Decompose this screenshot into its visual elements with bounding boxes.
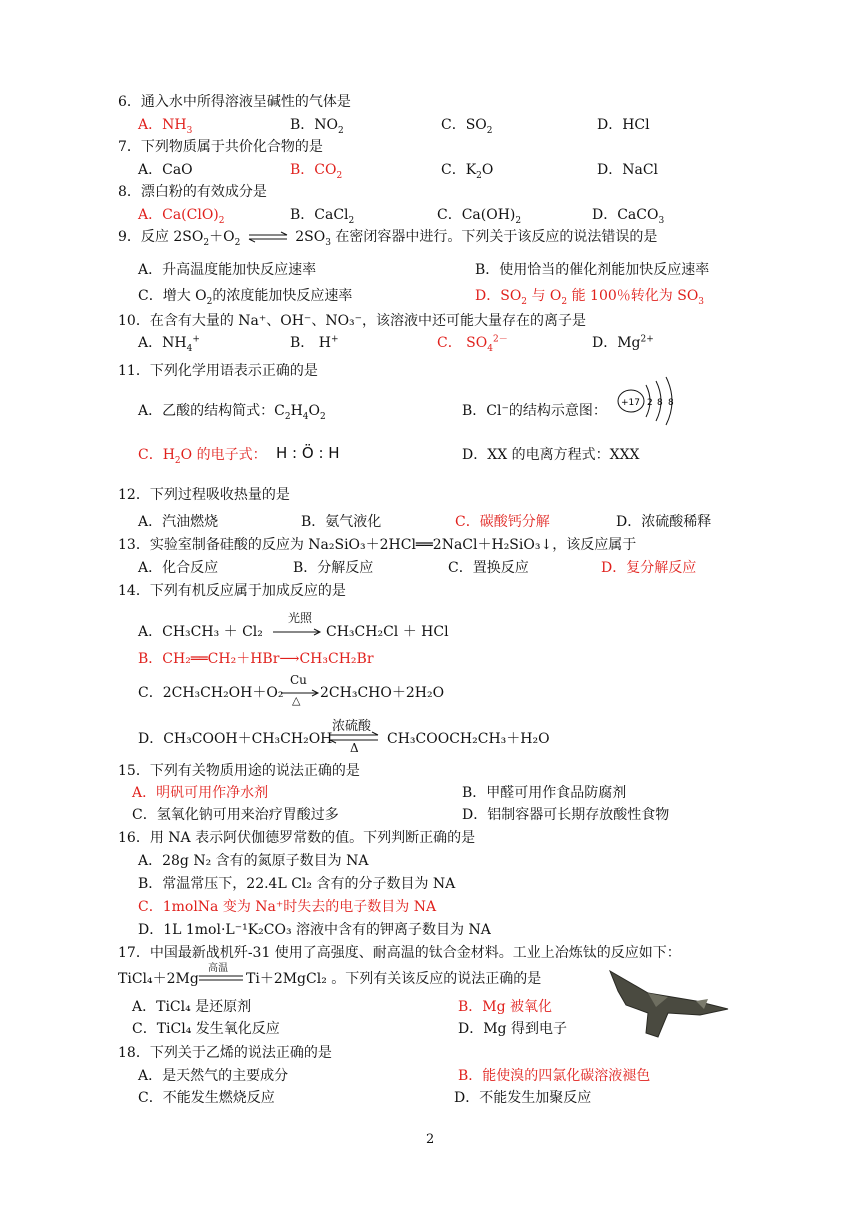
q15-option-d: D．铝制容器可长期存放酸性食物 bbox=[462, 807, 670, 823]
q13-option-b: B．分解反应 bbox=[293, 560, 374, 576]
q7-option-b: B．$CO_2$ bbox=[290, 162, 343, 181]
q14-a-condition: 光照 bbox=[288, 611, 313, 625]
q12-option-a: A．汽油燃烧 bbox=[138, 514, 219, 530]
reversible-arrow-icon bbox=[245, 230, 291, 244]
q10-option-a: A．$NH_4^+$ bbox=[138, 334, 200, 354]
q14-d-condition-bottom: Δ bbox=[350, 741, 359, 755]
q11-option-b: B．Cl⁻的结构示意图： bbox=[462, 403, 607, 419]
q14-a-product: CH₃CH₂Cl ＋ HCl bbox=[326, 624, 449, 640]
q8-option-d: D．CaCO$_3$ bbox=[592, 207, 665, 226]
q14-stem: 14．下列有机反应属于加成反应的是 bbox=[118, 583, 346, 599]
q8-option-c: C．$Ca(OH)_2$ bbox=[437, 207, 522, 226]
q17-stem: 17．中国最新战机歼-31 使用了高强度、耐高温的钛合金材料。工业上冶炼钛的反应如下： bbox=[118, 945, 681, 961]
q17-equation-right: Ti＋2MgCl₂ 。下列有关该反应的说法正确的是 bbox=[246, 971, 542, 987]
q8-option-a: A．$Ca(ClO)_2$ bbox=[138, 207, 225, 226]
svg-text:8: 8 bbox=[657, 398, 663, 408]
q16-option-a: A．28g N₂ 含有的氮原子数目为 NA bbox=[138, 853, 369, 869]
q18-stem: 18．下列关于乙烯的说法正确的是 bbox=[118, 1045, 332, 1061]
q12-stem: 12．下列过程吸收热量的是 bbox=[118, 487, 290, 503]
q8-option-b: B．CaCl$_2$ bbox=[290, 207, 355, 226]
q10-option-c: C． $SO_4^{2-}$ bbox=[437, 334, 508, 354]
right-arrow-icon bbox=[272, 627, 322, 637]
q14-d-product: CH₃COOCH₂CH₃＋H₂O bbox=[387, 731, 550, 747]
svg-text:+17: +17 bbox=[621, 398, 640, 408]
q9-option-b: B．使用恰当的催化剂能加快反应速率 bbox=[475, 262, 710, 278]
q15-stem: 15．下列有关物质用途的说法正确的是 bbox=[118, 763, 360, 779]
q11-option-a: A．乙酸的结构简式：$C_2H_4O_2$ bbox=[138, 403, 326, 422]
svg-text:2: 2 bbox=[647, 398, 653, 408]
svg-text:8: 8 bbox=[668, 398, 674, 408]
q17-equation-condition: 高温 bbox=[208, 963, 228, 974]
q6-stem: 6．通入水中所得溶液呈碱性的气体是 bbox=[118, 94, 351, 110]
q13-stem: 13．实验室制备硅酸的反应为 Na₂SiO₃＋2HCl══2NaCl＋H₂SiO₃↓，该反应属于 bbox=[118, 537, 637, 553]
page-number: 2 bbox=[426, 1132, 435, 1147]
q8-stem: 8．漂白粉的有效成分是 bbox=[118, 184, 267, 200]
q10-stem: 10．在含有大量的 Na⁺、OH⁻、NO₃⁻，该溶液中还可能大量存在的离子是 bbox=[118, 313, 587, 329]
q15-option-c: C．氢氧化钠可用来治疗胃酸过多 bbox=[132, 807, 339, 823]
q7-option-c: C．$K_2O$ bbox=[441, 162, 494, 181]
q16-stem: 16．用 NA 表示阿伏伽德罗常数的值。下列判断正确的是 bbox=[118, 830, 476, 846]
q6-option-c: C．$SO_2$ bbox=[441, 117, 493, 136]
q17-option-c: C．TiCl₄ 发生氧化反应 bbox=[132, 1021, 280, 1037]
chloride-ion-structure-diagram bbox=[612, 375, 684, 435]
q6-option-b: B．$NO_2$ bbox=[290, 117, 344, 136]
q18-option-b: B．能使溴的四氯化碳溶液褪色 bbox=[458, 1068, 651, 1084]
q12-option-d: D．浓硫酸稀释 bbox=[616, 514, 712, 530]
water-electron-formula: H : Ö : H bbox=[276, 444, 340, 462]
q14-option-a: A．CH₃CH₃ ＋ Cl₂ bbox=[138, 624, 263, 640]
q13-option-d: D．复分解反应 bbox=[601, 560, 697, 576]
q14-c-product: 2CH₃CHO＋2H₂O bbox=[320, 685, 445, 701]
fighter-jet-image bbox=[608, 963, 730, 1043]
q9-option-c: C．增大 $O_2$的浓度能加快反应速率 bbox=[138, 288, 353, 307]
q9-stem: 9．反应 $2SO_2+O_2$ $2SO_3$ 在密闭容器中进行。下列关于该反应的说法错误的是 bbox=[118, 229, 658, 248]
q16-option-c: C．1molNa 变为 Na⁺时失去的电子数目为 NA bbox=[138, 899, 437, 915]
q7-stem: 7．下列物质属于共价化合物的是 bbox=[118, 139, 323, 155]
equals-sign-icon bbox=[198, 973, 244, 983]
q17-option-b: B．Mg 被氧化 bbox=[458, 999, 553, 1015]
q14-c-condition-top: Cu bbox=[290, 673, 307, 687]
q10-option-b: B． H+ bbox=[290, 334, 339, 351]
q15-option-a: A．明矾可用作净水剂 bbox=[132, 785, 269, 801]
q12-option-c: C．碳酸钙分解 bbox=[455, 514, 550, 530]
q15-option-b: B．甲醛可用作食品防腐剂 bbox=[462, 785, 627, 801]
q6-option-a: A．$NH_3$ bbox=[138, 117, 193, 136]
q14-option-d: D．CH₃COOH＋CH₃CH₂OH bbox=[138, 731, 333, 747]
q14-option-c: C．2CH₃CH₂OH＋O₂ bbox=[138, 685, 284, 701]
q14-option-b: B．CH₂══CH₂＋HBr⟶CH₃CH₂Br bbox=[138, 651, 374, 667]
q17-option-a: A．TiCl₄ 是还原剂 bbox=[132, 999, 252, 1015]
q18-option-c: C．不能发生燃烧反应 bbox=[138, 1090, 275, 1106]
q9-option-d: D．$SO_2$ 与 $O_2$ 能 100％转化为 $SO_3$ bbox=[475, 288, 705, 307]
q16-option-b: B．常温常压下，22.4L Cl₂ 含有的分子数目为 NA bbox=[138, 876, 456, 892]
q7-option-d: D．NaCl bbox=[597, 162, 659, 178]
q17-option-d: D．Mg 得到电子 bbox=[458, 1021, 567, 1037]
q11-stem: 11．下列化学用语表示正确的是 bbox=[118, 363, 318, 379]
q7-option-a: A．CaO bbox=[138, 162, 193, 178]
q10-option-d: D．$Mg^{2+}$ bbox=[592, 334, 654, 351]
q18-option-a: A．是天然气的主要成分 bbox=[138, 1068, 289, 1084]
q14-d-condition-top: 浓硫酸 bbox=[332, 719, 372, 734]
q11-option-d: D．XX 的电离方程式：XXX bbox=[462, 447, 640, 463]
q12-option-b: B．氨气液化 bbox=[301, 514, 382, 530]
q11-option-c: C．$H_2O$ 的电子式： bbox=[138, 447, 267, 466]
q14-c-condition-bottom: △ bbox=[292, 694, 301, 707]
q17-equation-left: TiCl₄＋2Mg bbox=[118, 971, 199, 987]
q13-option-c: C．置换反应 bbox=[448, 560, 529, 576]
q13-option-a: A．化合反应 bbox=[138, 560, 219, 576]
q16-option-d: D．1L 1mol·L⁻¹K₂CO₃ 溶液中含有的钾离子数目为 NA bbox=[138, 922, 491, 938]
q6-option-d: D．HCl bbox=[597, 117, 650, 133]
q18-option-d: D．不能发生加聚反应 bbox=[454, 1090, 592, 1106]
q9-option-a: A．升高温度能加快反应速率 bbox=[138, 262, 317, 278]
